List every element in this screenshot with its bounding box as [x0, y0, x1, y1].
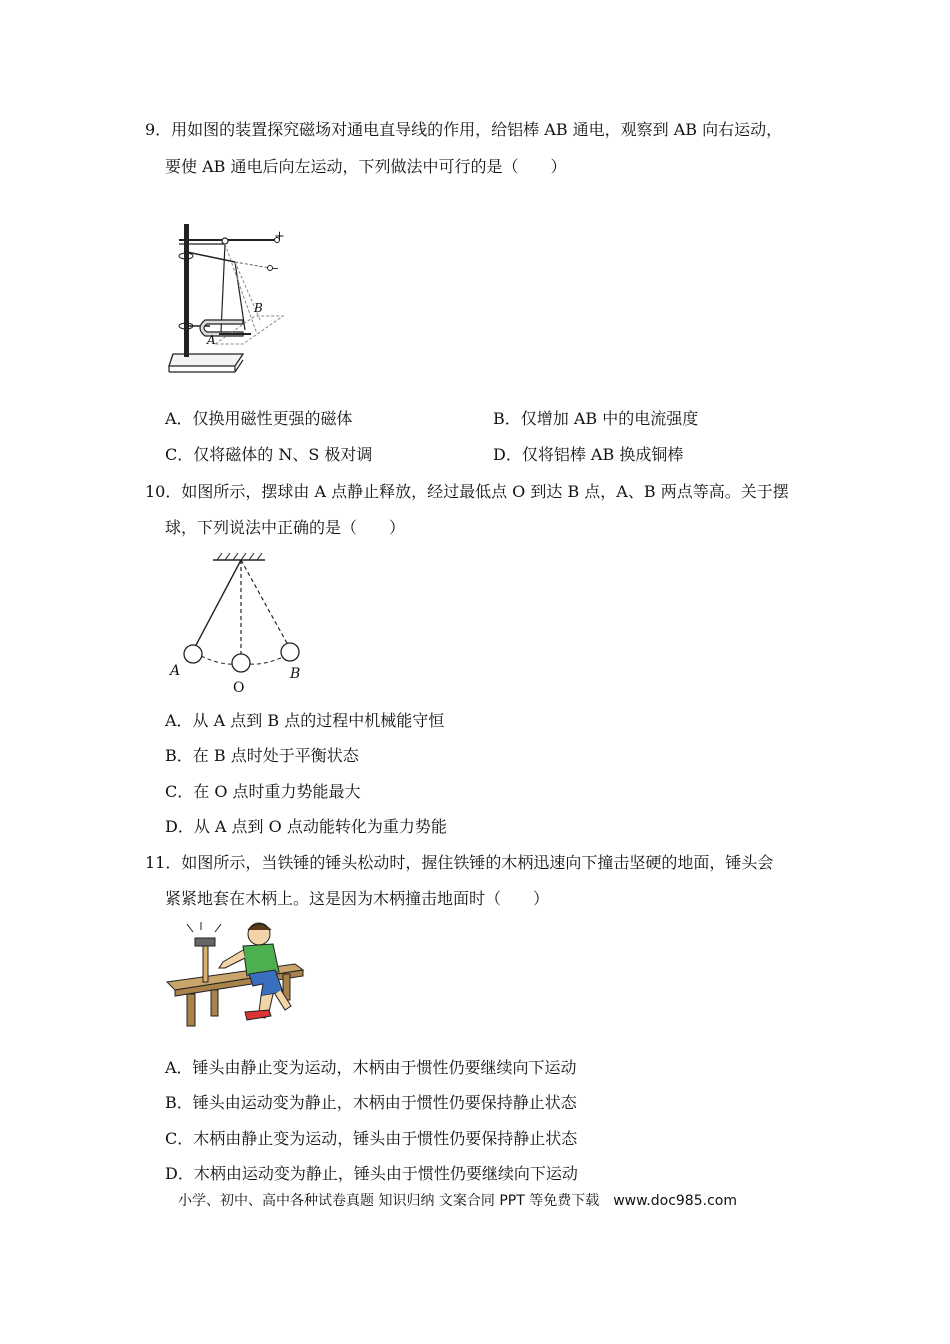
q9-figure-minus-label: –	[272, 261, 279, 276]
q9-figure-plus-label: +	[274, 229, 285, 244]
q11-stem-line1: 11．如图所示，当铁锤的锤头松动时，握住铁锤的木柄迅速向下撞击坚硬的地面，锤头会	[145, 853, 774, 872]
q10-option-c: C．在 O 点时重力势能最大	[165, 782, 361, 801]
q9-option-d: D．仅将铝棒 AB 换成铜棒	[493, 445, 684, 464]
q11-stem-line2: 紧紧地套在木柄上。这是因为木柄撞击地面时（ ）	[165, 889, 550, 908]
q10-option-d: D．从 A 点到 O 点动能转化为重力势能	[165, 817, 447, 836]
q9-stem-line1: 9．用如图的装置探究磁场对通电直导线的作用，给铝棒 AB 通电，观察到 AB 向右运动，	[145, 120, 783, 139]
q10-figure-label-a: A	[170, 663, 181, 679]
q11-option-c: C．木柄由静止变为运动，锤头由于惯性仍要保持静止状态	[165, 1129, 578, 1148]
q9-figure-label-a: A	[207, 333, 216, 347]
q11-hammer-figure	[165, 920, 305, 1030]
q11-option-b: B．锤头由运动变为静止，木柄由于惯性仍要保持静止状态	[165, 1093, 577, 1112]
q9-option-b: B．仅增加 AB 中的电流强度	[493, 409, 699, 428]
q11-option-a: A．锤头由静止变为运动，木柄由于惯性仍要继续向下运动	[165, 1058, 577, 1077]
q10-stem-line2: 球，下列说法中正确的是（ ）	[165, 518, 406, 537]
q10-stem-line1: 10．如图所示，摆球由 A 点静止释放，经过最低点 O 到达 B 点，A、B 两点等高。关于摆	[145, 482, 789, 501]
q9-option-a: A．仅换用磁性更强的磁体	[165, 409, 353, 428]
q10-figure-label-b: B	[290, 666, 301, 682]
q9-stem-line2: 要使 AB 通电后向左运动，下列做法中可行的是（ ）	[165, 157, 567, 176]
footer-watermark-text: 小学、初中、高中各种试卷真题 知识归纳 文案合同 PPT 等免费下载 www.doc985.com	[178, 1193, 737, 1209]
q9-option-c: C．仅将磁体的 N、S 极对调	[165, 445, 373, 464]
q9-figure-label-b: B	[254, 301, 263, 315]
q10-figure-label-o: O	[233, 680, 245, 696]
q10-option-b: B．在 B 点时处于平衡状态	[165, 746, 359, 765]
q10-option-a: A．从 A 点到 B 点的过程中机械能守恒	[165, 711, 445, 730]
q11-option-d: D．木柄由运动变为静止，锤头由于惯性仍要继续向下运动	[165, 1164, 578, 1183]
